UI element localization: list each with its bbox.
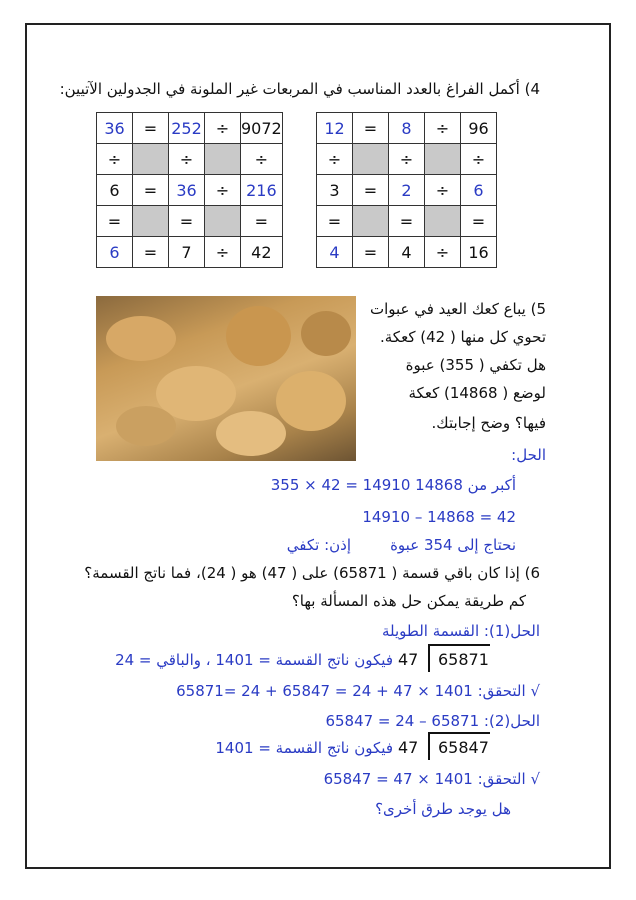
shaded-cell [205, 206, 241, 237]
q5-solution-label: الحل: [511, 446, 546, 464]
table-cell: 3 [317, 175, 353, 206]
table-cell: 4 [389, 237, 425, 268]
q6-line2: كم طريقة يمكن حل هذه المسألة بها؟ [291, 592, 526, 610]
ld2-divisor: 47 [398, 738, 419, 757]
q6-line1: 6) إذا كان باقي قسمة ( 65871) على ( 47) هو ( 24)، فما ناتج القسمة؟ [84, 564, 540, 582]
table-cell: = [241, 206, 283, 237]
q6-sol1-label: الحل(1): القسمة الطويلة [381, 622, 540, 640]
ld2-dividend: 65847 [438, 738, 489, 757]
table-cell: ÷ [241, 144, 283, 175]
cookies-photo [96, 296, 356, 461]
q5-line5: فيها؟ وضح إجابتك. [431, 414, 546, 432]
right-table [316, 112, 497, 268]
shaded-cell [353, 206, 389, 237]
table-cell: ÷ [461, 144, 497, 175]
q6-other-methods: هل يوجد طرق أخرى؟ [375, 800, 511, 818]
ld1-bracket-horizontal [428, 644, 490, 646]
table-cell: ÷ [425, 113, 461, 144]
table-cell: 12 [317, 113, 353, 144]
long-division-1 [398, 644, 498, 672]
ld1-dividend: 65871 [438, 650, 489, 669]
table-cell: 2 [389, 175, 425, 206]
table-row [317, 206, 497, 237]
long-division-2 [398, 732, 498, 760]
table-cell: 42 [241, 237, 283, 268]
q6-check2: التحقق: 1401 × 47 = 65847 √ [323, 770, 540, 788]
table-row [317, 237, 497, 268]
ld2-bracket-horizontal [428, 732, 490, 734]
q5-line1: 5) يباع كعك العيد في عبوات [369, 300, 546, 318]
table-cell: 6 [461, 175, 497, 206]
table-cell: = [133, 113, 169, 144]
table-cell: ÷ [169, 144, 205, 175]
table-cell: = [353, 175, 389, 206]
table-row [317, 113, 497, 144]
q5-sol1: 355 × 42 = 14910 أكبر من 14868 [270, 476, 516, 494]
q6-check1: التحقق: 1401 × 47 + 24 = 65847 + 24 =65871 √ [176, 682, 540, 700]
ld1-divisor: 47 [398, 650, 419, 669]
q4-title: 4) أكمل الفراغ بالعدد المناسب في المربعات غير الملونة في الجدولين الآتيين: [59, 80, 540, 98]
table-cell: 36 [97, 113, 133, 144]
table-row [97, 144, 283, 175]
q5-line2: تحوي كل منها ( 42) كعكة. [379, 328, 546, 346]
table-cell: = [461, 206, 497, 237]
table-cell: 6 [97, 237, 133, 268]
table-cell: ÷ [389, 144, 425, 175]
table-cell: ÷ [205, 237, 241, 268]
q5-sol2: 14910 – 14868 = 42 [362, 508, 516, 526]
q5-line3: هل تكفي ( 355) عبوة [405, 356, 546, 374]
table-cell: = [317, 206, 353, 237]
q5-sol3b: إذن: تكفي [286, 536, 351, 554]
table-row [97, 237, 283, 268]
table-cell: = [389, 206, 425, 237]
shaded-cell [353, 144, 389, 175]
table-cell: 96 [461, 113, 497, 144]
table-row [317, 144, 497, 175]
table-cell: ÷ [97, 144, 133, 175]
shaded-cell [425, 144, 461, 175]
table-cell: = [97, 206, 133, 237]
q5-sol3a: نحتاج إلى 354 عبوة [390, 536, 516, 554]
table-cell: = [133, 175, 169, 206]
table-cell: ÷ [205, 113, 241, 144]
shaded-cell [133, 144, 169, 175]
q5-line4: لوضع ( 14868) كعكة [408, 384, 546, 402]
table-cell: 6 [97, 175, 133, 206]
table-cell: ÷ [317, 144, 353, 175]
table-cell: 9072 [241, 113, 283, 144]
q6-sol2: الحل(2): 65871 – 24 = 65847 [325, 712, 540, 730]
table-row [97, 113, 283, 144]
table-cell: = [133, 237, 169, 268]
table-row [317, 175, 497, 206]
table-cell: = [353, 237, 389, 268]
table-cell: 4 [317, 237, 353, 268]
table-cell: 7 [169, 237, 205, 268]
table-cell: 252 [169, 113, 205, 144]
left-table [96, 112, 283, 268]
ld2-result: فيكون ناتج القسمة = 1401 [215, 739, 393, 757]
table-cell: ÷ [425, 175, 461, 206]
table-cell: 16 [461, 237, 497, 268]
shaded-cell [425, 206, 461, 237]
table-cell: ÷ [205, 175, 241, 206]
table-cell: 8 [389, 113, 425, 144]
table-cell: = [353, 113, 389, 144]
ld1-result: فيكون ناتج القسمة = 1401 ، والباقي = 24 [115, 651, 393, 669]
shaded-cell [133, 206, 169, 237]
table-row [97, 175, 283, 206]
ld1-bracket-vertical [428, 644, 430, 672]
shaded-cell [205, 144, 241, 175]
table-cell: 36 [169, 175, 205, 206]
table-cell: 216 [241, 175, 283, 206]
table-row [97, 206, 283, 237]
table-cell: = [169, 206, 205, 237]
table-cell: ÷ [425, 237, 461, 268]
ld2-bracket-vertical [428, 732, 430, 760]
